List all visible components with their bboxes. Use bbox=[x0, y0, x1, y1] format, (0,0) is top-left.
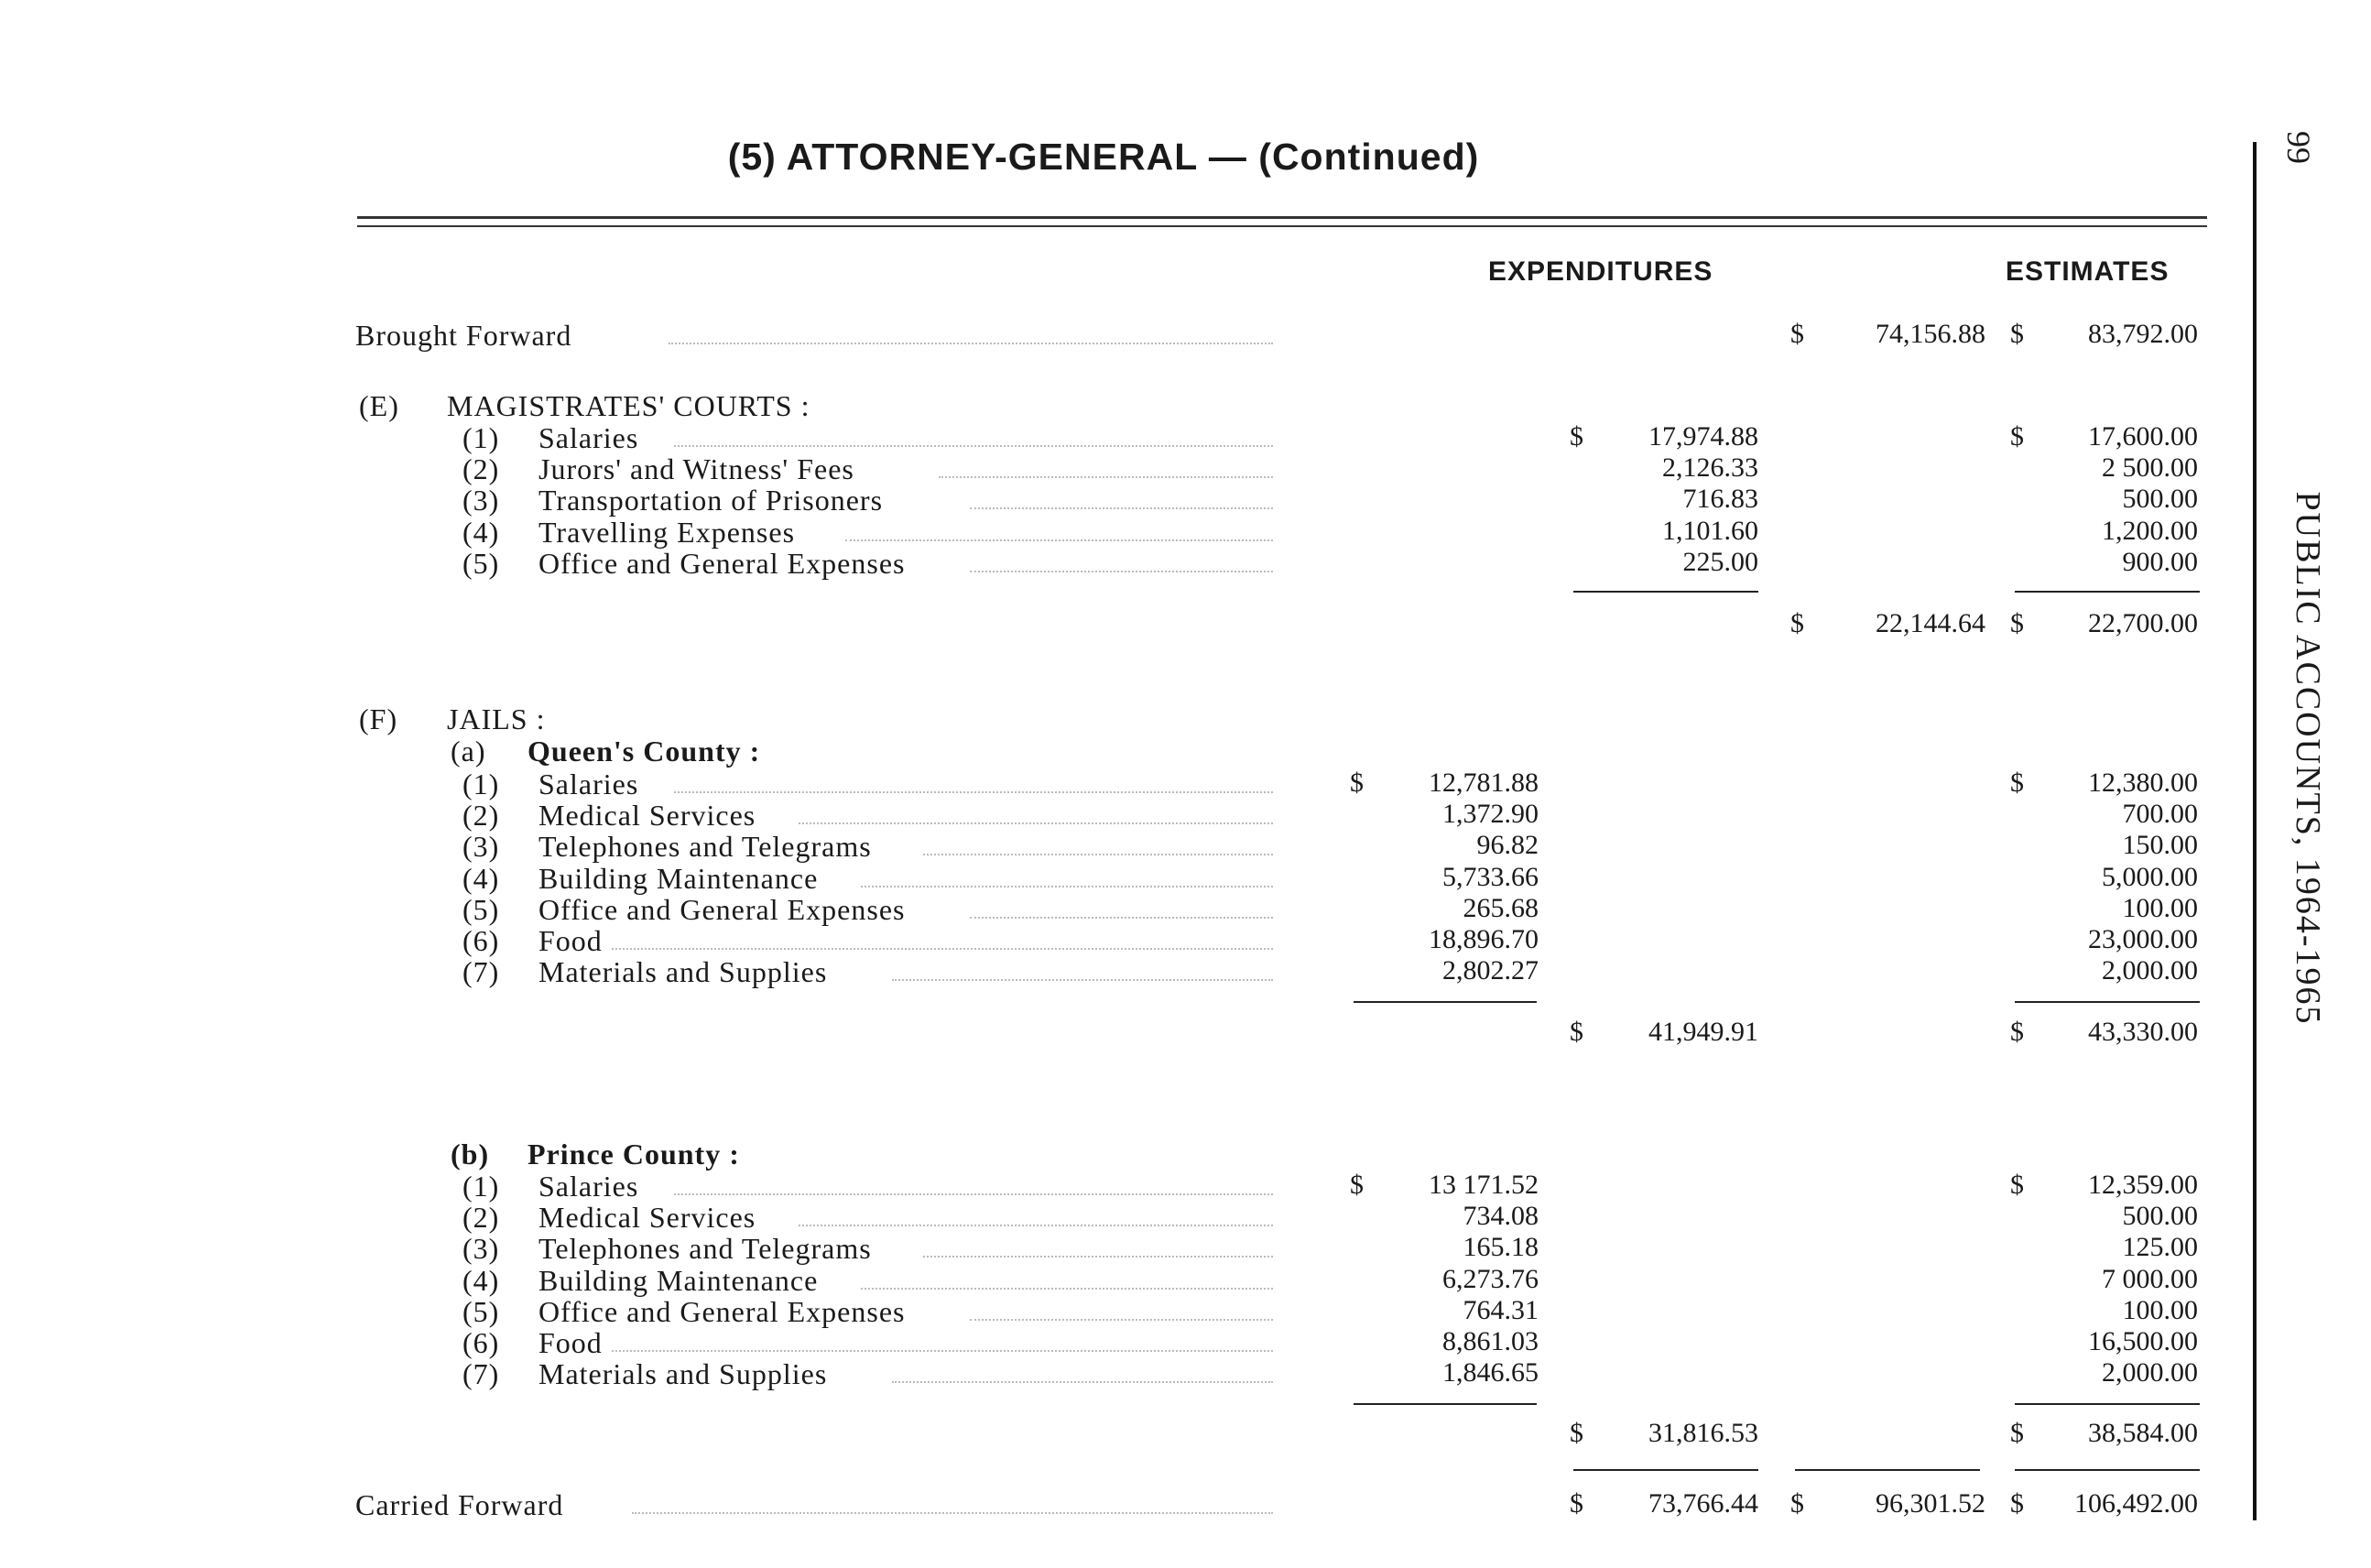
item-estimate: 500.00 bbox=[2122, 1201, 2198, 1232]
brought-forward-label: Brought Forward bbox=[355, 319, 572, 352]
currency-sign: $ bbox=[1790, 608, 1804, 638]
item-estimate: 500.00 bbox=[2122, 484, 2198, 515]
item-estimate: 2,000.00 bbox=[2102, 955, 2198, 986]
line-item-row bbox=[0, 1264, 2244, 1297]
item-number: (4) bbox=[462, 861, 500, 895]
line-item-row bbox=[0, 924, 2244, 957]
item-number: (3) bbox=[462, 830, 500, 864]
brought-forward-estimate: 83,792.00 bbox=[2088, 319, 2198, 349]
section-e-total-row bbox=[0, 608, 2244, 641]
item-number: (1) bbox=[462, 768, 500, 800]
currency-sign: $ bbox=[2010, 1170, 2024, 1200]
item-label: Office and General Expenses bbox=[538, 892, 906, 926]
leader-dots bbox=[970, 571, 1273, 572]
page-title: (5) ATTORNEY-GENERAL — (Continued) bbox=[727, 136, 1480, 178]
margin-rule bbox=[2253, 142, 2257, 1520]
line-item-row bbox=[0, 1232, 2244, 1265]
subtotal-rule bbox=[2015, 591, 2200, 593]
total-rule bbox=[1795, 1469, 1980, 1471]
line-item-row bbox=[0, 1326, 2244, 1359]
queens-total-expenditure: 41,949.91 bbox=[1648, 1017, 1758, 1047]
item-estimate: 100.00 bbox=[2122, 1294, 2198, 1325]
leader-dots bbox=[861, 886, 1273, 887]
currency-sign: $ bbox=[2010, 1017, 2024, 1047]
item-estimate: 900.00 bbox=[2122, 546, 2198, 577]
queens-total-row bbox=[0, 1017, 2244, 1050]
item-number: (5) bbox=[462, 546, 500, 580]
subsection-title: Prince County : bbox=[527, 1138, 740, 1171]
line-item-row bbox=[0, 547, 2244, 580]
col-header-estimates: ESTIMATES bbox=[2006, 256, 2170, 287]
item-estimate: 2 500.00 bbox=[2102, 452, 2198, 484]
currency-sign: $ bbox=[1570, 1017, 1583, 1047]
item-label: Salaries bbox=[538, 421, 639, 454]
line-item-row bbox=[0, 421, 2244, 454]
currency-sign: $ bbox=[2010, 768, 2024, 798]
leader-dots bbox=[632, 1512, 1273, 1514]
item-label: Food bbox=[538, 1326, 603, 1359]
subtotal-rule bbox=[2015, 1001, 2200, 1003]
prince-total-expenditure: 31,816.53 bbox=[1648, 1418, 1758, 1448]
item-number: (6) bbox=[462, 924, 500, 957]
currency-sign: $ bbox=[2010, 608, 2024, 638]
item-number: (1) bbox=[462, 1170, 500, 1203]
total-rule bbox=[2015, 1469, 2200, 1471]
header-rule-bottom bbox=[357, 225, 2207, 227]
item-label: Telephones and Telegrams bbox=[538, 1232, 872, 1266]
item-expenditure: 1,372.90 bbox=[1442, 799, 1539, 830]
item-number: (5) bbox=[462, 1294, 500, 1328]
line-item-row bbox=[0, 862, 2244, 895]
item-label: Salaries bbox=[538, 1170, 639, 1203]
leader-dots bbox=[970, 1319, 1273, 1321]
item-expenditure: 18,896.70 bbox=[1429, 924, 1539, 954]
item-number: (3) bbox=[462, 484, 500, 517]
header-rule-top bbox=[357, 216, 2207, 219]
item-expenditure: 13 171.52 bbox=[1429, 1170, 1539, 1200]
queens-county-heading bbox=[0, 735, 2244, 768]
leader-dots bbox=[939, 476, 1273, 478]
leader-dots bbox=[861, 1288, 1273, 1290]
prince-total-estimate: 38,584.00 bbox=[2088, 1418, 2198, 1448]
item-expenditure: 2,802.27 bbox=[1442, 955, 1539, 986]
currency-sign: $ bbox=[1350, 768, 1364, 798]
item-label: Office and General Expenses bbox=[538, 1294, 906, 1328]
currency-sign: $ bbox=[1570, 421, 1583, 452]
line-item-row bbox=[0, 516, 2244, 549]
brought-forward-row bbox=[0, 319, 2244, 352]
item-expenditure: 764.31 bbox=[1463, 1294, 1539, 1325]
line-item-row bbox=[0, 1170, 2244, 1203]
item-number: (2) bbox=[462, 1201, 500, 1235]
leader-dots bbox=[674, 445, 1273, 447]
item-estimate: 2,000.00 bbox=[2102, 1357, 2198, 1388]
carried-forward-row bbox=[0, 1488, 2244, 1521]
item-label: Salaries bbox=[538, 768, 639, 800]
leader-dots bbox=[892, 979, 1273, 981]
item-estimate: 150.00 bbox=[2122, 830, 2198, 861]
item-expenditure: 716.83 bbox=[1682, 484, 1758, 515]
line-item-row bbox=[0, 955, 2244, 988]
section-e-total-estimate: 22,700.00 bbox=[2088, 608, 2198, 638]
item-expenditure: 165.18 bbox=[1463, 1232, 1539, 1263]
item-number: (2) bbox=[462, 452, 500, 486]
item-estimate: 1,200.00 bbox=[2102, 515, 2198, 546]
item-expenditure: 225.00 bbox=[1682, 546, 1758, 577]
subtotal-rule bbox=[2015, 1403, 2200, 1405]
brought-forward-expenditure: 74,156.88 bbox=[1876, 319, 1985, 349]
leader-dots bbox=[799, 1225, 1273, 1226]
item-expenditure: 8,861.03 bbox=[1442, 1326, 1539, 1356]
currency-sign: $ bbox=[1790, 319, 1804, 349]
item-number: (7) bbox=[462, 955, 500, 989]
section-e-total-expenditure: 22,144.64 bbox=[1876, 608, 1985, 638]
item-label: Materials and Supplies bbox=[538, 955, 828, 989]
currency-sign: $ bbox=[2010, 1418, 2024, 1448]
currency-sign: $ bbox=[2010, 319, 2024, 349]
currency-sign: $ bbox=[2010, 1488, 2024, 1519]
line-item-row bbox=[0, 893, 2244, 926]
line-item-row bbox=[0, 452, 2244, 485]
item-number: (4) bbox=[462, 515, 500, 549]
page-number: 99 bbox=[2280, 131, 2317, 164]
item-label: Transportation of Prisoners bbox=[538, 484, 884, 517]
section-title: JAILS : bbox=[447, 702, 546, 735]
item-expenditure: 17,974.88 bbox=[1648, 421, 1758, 452]
item-label: Travelling Expenses bbox=[538, 515, 796, 549]
section-e-heading bbox=[0, 389, 2244, 422]
item-label: Building Maintenance bbox=[538, 1263, 819, 1297]
item-number: (6) bbox=[462, 1326, 500, 1359]
item-estimate: 12,359.00 bbox=[2088, 1170, 2198, 1200]
item-label: Materials and Supplies bbox=[538, 1357, 828, 1391]
leader-dots bbox=[674, 791, 1273, 793]
line-item-row bbox=[0, 830, 2244, 863]
item-expenditure: 12,781.88 bbox=[1429, 768, 1539, 798]
subtotal-rule bbox=[1354, 1001, 1537, 1003]
item-number: (4) bbox=[462, 1263, 500, 1297]
line-item-row bbox=[0, 1201, 2244, 1234]
section-title: MAGISTRATES' COURTS : bbox=[447, 389, 810, 422]
item-number: (2) bbox=[462, 799, 500, 833]
section-code: (F) bbox=[359, 702, 398, 735]
line-item-row bbox=[0, 799, 2244, 832]
item-estimate: 7 000.00 bbox=[2102, 1263, 2198, 1294]
currency-sign: $ bbox=[2010, 421, 2024, 452]
leader-dots bbox=[674, 1193, 1273, 1195]
subtotal-rule bbox=[1354, 1403, 1537, 1405]
item-label: Jurors' and Witness' Fees bbox=[538, 452, 854, 486]
leader-dots bbox=[669, 343, 1273, 344]
leader-dots bbox=[612, 948, 1273, 950]
item-expenditure: 96.82 bbox=[1476, 830, 1539, 861]
item-label: Food bbox=[538, 924, 603, 957]
item-expenditure: 1,846.65 bbox=[1442, 1357, 1539, 1388]
section-code: (E) bbox=[359, 389, 399, 422]
item-number: (5) bbox=[462, 892, 500, 926]
currency-sign: $ bbox=[1570, 1418, 1583, 1448]
prince-county-heading bbox=[0, 1138, 2244, 1171]
item-estimate: 17,600.00 bbox=[2088, 421, 2198, 452]
item-expenditure: 6,273.76 bbox=[1442, 1263, 1539, 1294]
subtotal-rule bbox=[1573, 591, 1758, 593]
item-number: (3) bbox=[462, 1232, 500, 1266]
section-f-heading bbox=[0, 702, 2244, 735]
item-expenditure: 734.08 bbox=[1463, 1201, 1539, 1232]
item-label: Office and General Expenses bbox=[538, 546, 906, 580]
currency-sign: $ bbox=[1570, 1488, 1583, 1519]
col-header-expenditures: EXPENDITURES bbox=[1488, 256, 1713, 287]
item-estimate: 16,500.00 bbox=[2088, 1326, 2198, 1356]
carried-forward-expenditure: 96,301.52 bbox=[1876, 1488, 1985, 1519]
leader-dots bbox=[612, 1350, 1273, 1352]
subsection-code: (b) bbox=[451, 1138, 490, 1171]
prince-total-row bbox=[0, 1418, 2244, 1451]
line-item-row bbox=[0, 768, 2244, 800]
item-number: (1) bbox=[462, 421, 500, 454]
carried-forward-label: Carried Forward bbox=[355, 1488, 564, 1521]
item-label: Telephones and Telegrams bbox=[538, 830, 872, 864]
item-expenditure: 265.68 bbox=[1463, 892, 1539, 923]
line-item-row bbox=[0, 484, 2244, 517]
item-estimate: 5,000.00 bbox=[2102, 861, 2198, 892]
item-estimate: 125.00 bbox=[2122, 1232, 2198, 1263]
leader-dots bbox=[845, 539, 1273, 541]
line-item-row bbox=[0, 1295, 2244, 1328]
leader-dots bbox=[923, 1256, 1273, 1258]
currency-sign: $ bbox=[1350, 1170, 1364, 1200]
item-label: Medical Services bbox=[538, 1201, 756, 1235]
leader-dots bbox=[923, 854, 1273, 855]
item-estimate: 700.00 bbox=[2122, 799, 2198, 830]
carried-forward-estimate: 106,492.00 bbox=[2074, 1488, 2198, 1519]
leader-dots bbox=[799, 822, 1273, 824]
item-estimate: 23,000.00 bbox=[2088, 924, 2198, 954]
item-estimate: 100.00 bbox=[2122, 892, 2198, 923]
carried-forward-subtotal: 73,766.44 bbox=[1648, 1488, 1758, 1519]
subsection-code: (a) bbox=[451, 735, 486, 768]
item-expenditure: 5,733.66 bbox=[1442, 861, 1539, 892]
item-estimate: 12,380.00 bbox=[2088, 768, 2198, 798]
leader-dots bbox=[970, 507, 1273, 509]
item-expenditure: 1,101.60 bbox=[1662, 515, 1758, 546]
item-expenditure: 2,126.33 bbox=[1662, 452, 1758, 484]
item-number: (7) bbox=[462, 1357, 500, 1391]
side-title-text: PUBLIC ACCOUNTS, 1964-1965 bbox=[2289, 491, 2327, 1026]
line-item-row bbox=[0, 1357, 2244, 1390]
currency-sign: $ bbox=[1790, 1488, 1804, 1519]
item-label: Medical Services bbox=[538, 799, 756, 833]
item-label: Building Maintenance bbox=[538, 861, 819, 895]
leader-dots bbox=[970, 917, 1273, 919]
queens-total-estimate: 43,330.00 bbox=[2088, 1017, 2198, 1047]
leader-dots bbox=[892, 1381, 1273, 1383]
total-rule bbox=[1573, 1469, 1758, 1471]
subsection-title: Queen's County : bbox=[527, 735, 761, 768]
